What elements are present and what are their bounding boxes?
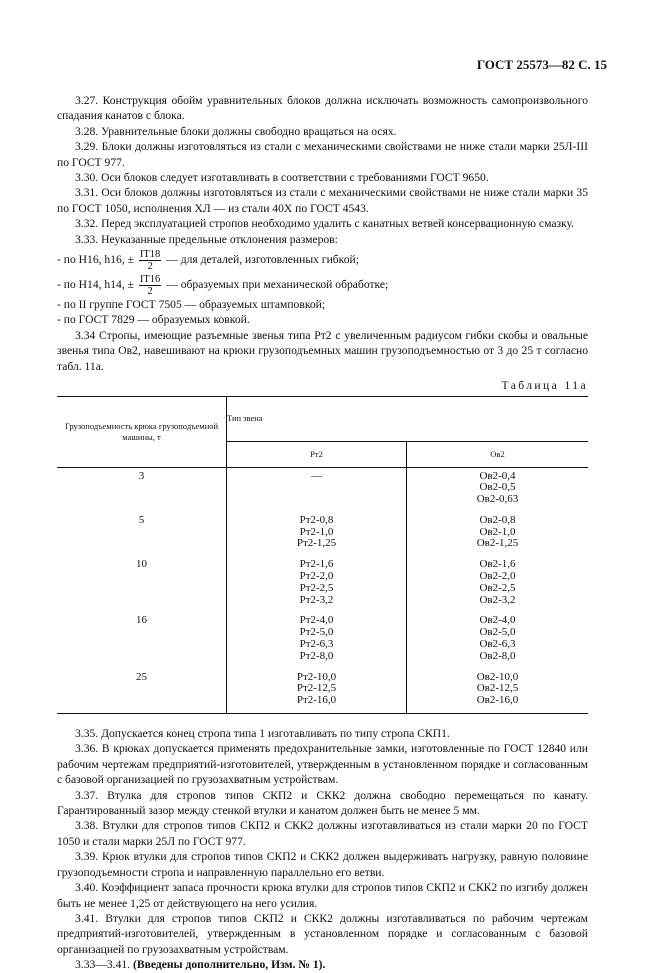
cell-ov2: [407, 512, 589, 556]
paragraph-3-28: 3.28. Уравнительные блоки должны свободно вращаться на осях.: [75, 124, 397, 138]
ov2-value: Ов2-16,0: [476, 694, 519, 707]
rt2-value: Рт2-6,3: [299, 638, 334, 651]
cell-ov2: [407, 669, 589, 714]
ov2-value: Ов2-10,0: [476, 670, 519, 683]
ov2-value: Ов2-2,0: [479, 570, 516, 583]
fraction-it18: [139, 249, 161, 272]
rt2-value: Рт2-8,0: [299, 649, 334, 662]
col-header-rt2: Рт2: [227, 441, 407, 467]
rt2-value: Рт2-10,0: [296, 670, 337, 683]
fraction-denominator: 2: [147, 261, 153, 273]
paragraph-3-34: 3.34 Стропы, имеющие разъемные звенья типа Рт2 с увеличенным радиусом гибки скобы и овальные звенья типа Ов2, навешивают на крюки грузоподъемных машин грузоподъемностью от 3 до 25 т согласно табл. 11а.: [57, 328, 588, 373]
table-row: [57, 556, 588, 612]
paragraph-3-36: 3.36. В крюках допускается применять предохранительные замки, изготовленные по ГОСТ 12840 или рабочим чертежам предприятий-изготовителей, утвержденным в установленном порядке и согласованным с базовой организацией по грузозахватным устройствам.: [57, 742, 588, 787]
cell-rt2: [227, 467, 407, 512]
cell-capacity: 5: [57, 512, 227, 556]
ov2-value: Ов2-5,0: [479, 626, 516, 639]
ov2-value: Ов2-1,0: [479, 525, 516, 538]
tolerance-item-1: [57, 249, 588, 272]
cell-capacity: 25: [57, 669, 227, 714]
paragraph-3-33: 3.33. Неуказанные предельные отклонения размеров:: [75, 232, 338, 246]
col-header-capacity: Грузоподъемность крюка грузоподъемной машины, т: [57, 396, 227, 467]
rt2-value: Рт2-2,0: [299, 570, 334, 583]
cell-rt2: [227, 512, 407, 556]
table-row: [57, 612, 588, 668]
fraction-numerator: IT18: [139, 249, 161, 261]
rt2-value: Рт2-4,0: [299, 614, 334, 627]
table-row: [57, 669, 588, 714]
paragraph-3-29: 3.29. Блоки должны изготовляться из стали с механическими свойствами не ниже стали марки 25Л-III по ГОСТ 977.: [57, 140, 588, 169]
table-row: [57, 512, 588, 556]
paragraph-3-30: 3.30. Оси блоков следует изготавливать в соответствии с требованиями ГОСТ 9650.: [75, 171, 489, 185]
amendment-ref: 3.33—3.41.: [75, 958, 131, 972]
cell-ov2: [407, 467, 589, 512]
tolerance-item-4: - по ГОСТ 7829 — образуемых ковкой.: [57, 313, 250, 327]
fraction-denominator: 2: [147, 286, 153, 298]
paragraph-3-41: 3.41. Втулки для стропов типов СКП2 и СКК2 должны изготавливаться по рабочим чертежам предприятий-изготовителей, утвержденным в установленном порядке и согласованным с базовой организацией по грузозахватным устройствам.: [57, 911, 588, 956]
ov2-value: Ов2-0,8: [479, 513, 516, 526]
document-body: [57, 93, 588, 973]
amendment-note: [57, 957, 588, 972]
rt2-value: —: [311, 469, 322, 482]
rt2-value: Рт2-16,0: [296, 694, 337, 707]
fraction-it16: [139, 274, 161, 297]
cell-rt2: [227, 556, 407, 612]
tolerance-item-1-prefix: - по Н16, h16, ±: [57, 253, 134, 267]
col-header-link-type: Тип звена: [227, 396, 589, 441]
ov2-value: Ов2-2,5: [479, 581, 516, 594]
table-caption: Таблица 11а: [501, 379, 588, 393]
rt2-value: Рт2-1,25: [296, 537, 337, 550]
ov2-value: Ов2-0,4: [479, 469, 516, 482]
paragraph-3-35: 3.35. Допускается конец стропа типа 1 изготавливать по типу стропа СКП1.: [75, 727, 450, 741]
tolerance-item-2-suffix: — образуемых при механической обработке;: [166, 278, 389, 292]
ov2-value: Ов2-6,3: [479, 638, 516, 651]
tolerance-item-2-prefix: - по Н14, h14, ±: [57, 278, 134, 292]
table-11a: [57, 396, 588, 715]
cell-ov2: [407, 556, 589, 612]
rt2-value: Рт2-1,6: [299, 558, 334, 571]
ov2-value: Ов2-8,0: [479, 649, 516, 662]
paragraph-3-27: 3.27. Конструкция обойм уравнительных блоков должна исключать возможность самопроизвольного спадания канатов с блока.: [57, 94, 588, 123]
paragraph-3-32: 3.32. Перед эксплуатацией стропов необходимо удалить с канатных ветвей консервационную смазку.: [75, 217, 575, 231]
page-header: ГОСТ 25573—82 С. 15: [476, 57, 607, 72]
rt2-value: Рт2-2,5: [299, 581, 334, 594]
ov2-value: Ов2-1,6: [479, 558, 516, 571]
cell-rt2: [227, 612, 407, 668]
paragraph-3-40: 3.40. Коэффициент запаса прочности крюка втулки для стропов типов СКП2 и СКК2 по изгибу должен быть не менее 1,25 от действующего на него усилия.: [57, 881, 588, 910]
ov2-value: Ов2-4,0: [479, 614, 516, 627]
amendment-text: (Введены дополнительно, Изм. № 1).: [132, 958, 326, 972]
paragraph-3-38: 3.38. Втулки для стропов типов СКП2 и СКК2 должны изготавливаться из стали марки 20 по ГОСТ 1050 и стали марки 25Л по ГОСТ 977.: [57, 819, 588, 848]
tolerance-item-2: [57, 274, 588, 297]
fraction-numerator: IT16: [139, 274, 161, 286]
paragraph-3-31: 3.31. Оси блоков должны изготовляться из стали с механическими свойствами не ниже стали марки 35 по ГОСТ 1050, исполнения ХЛ — из стали 40Х по ГОСТ 4543.: [57, 186, 588, 215]
ov2-value: Ов2-0,63: [476, 493, 519, 506]
rt2-value: Рт2-12,5: [296, 682, 337, 695]
paragraph-3-39: 3.39. Крюк втулки для стропов типов СКП2 и СКК2 должен выдерживать нагрузку, равную половине грузоподъемности стропа и направленную параллельно его ветви.: [57, 850, 588, 879]
cell-rt2: [227, 669, 407, 714]
cell-ov2: [407, 612, 589, 668]
ov2-value: Ов2-0,5: [479, 481, 516, 494]
paragraph-3-37: 3.37. Втулка для стропов типов СКП2 и СКК2 должна свободно перемещаться по канату. Гарантированный зазор между стенкой втулки и канатом должен быть не менее 5 мм.: [57, 788, 588, 818]
cell-capacity: 3: [57, 467, 227, 512]
table-row: [57, 467, 588, 512]
ov2-value: Ов2-1,25: [476, 537, 519, 550]
tolerance-item-1-suffix: — для деталей, изготовленных гибкой;: [166, 253, 359, 267]
col-header-ov2: Ов2: [407, 441, 589, 467]
table-body: [57, 467, 588, 714]
ov2-value: Ов2-12,5: [476, 682, 519, 695]
rt2-value: Рт2-5,0: [299, 626, 334, 639]
rt2-value: Рт2-0,8: [299, 513, 334, 526]
rt2-value: Рт2-3,2: [299, 593, 334, 606]
ov2-value: Ов2-3,2: [479, 593, 516, 606]
cell-capacity: 16: [57, 612, 227, 668]
rt2-value: Рт2-1,0: [299, 525, 334, 538]
tolerance-item-3: - по II группе ГОСТ 7505 — образуемых штамповкой;: [57, 298, 326, 312]
cell-capacity: 10: [57, 556, 227, 612]
